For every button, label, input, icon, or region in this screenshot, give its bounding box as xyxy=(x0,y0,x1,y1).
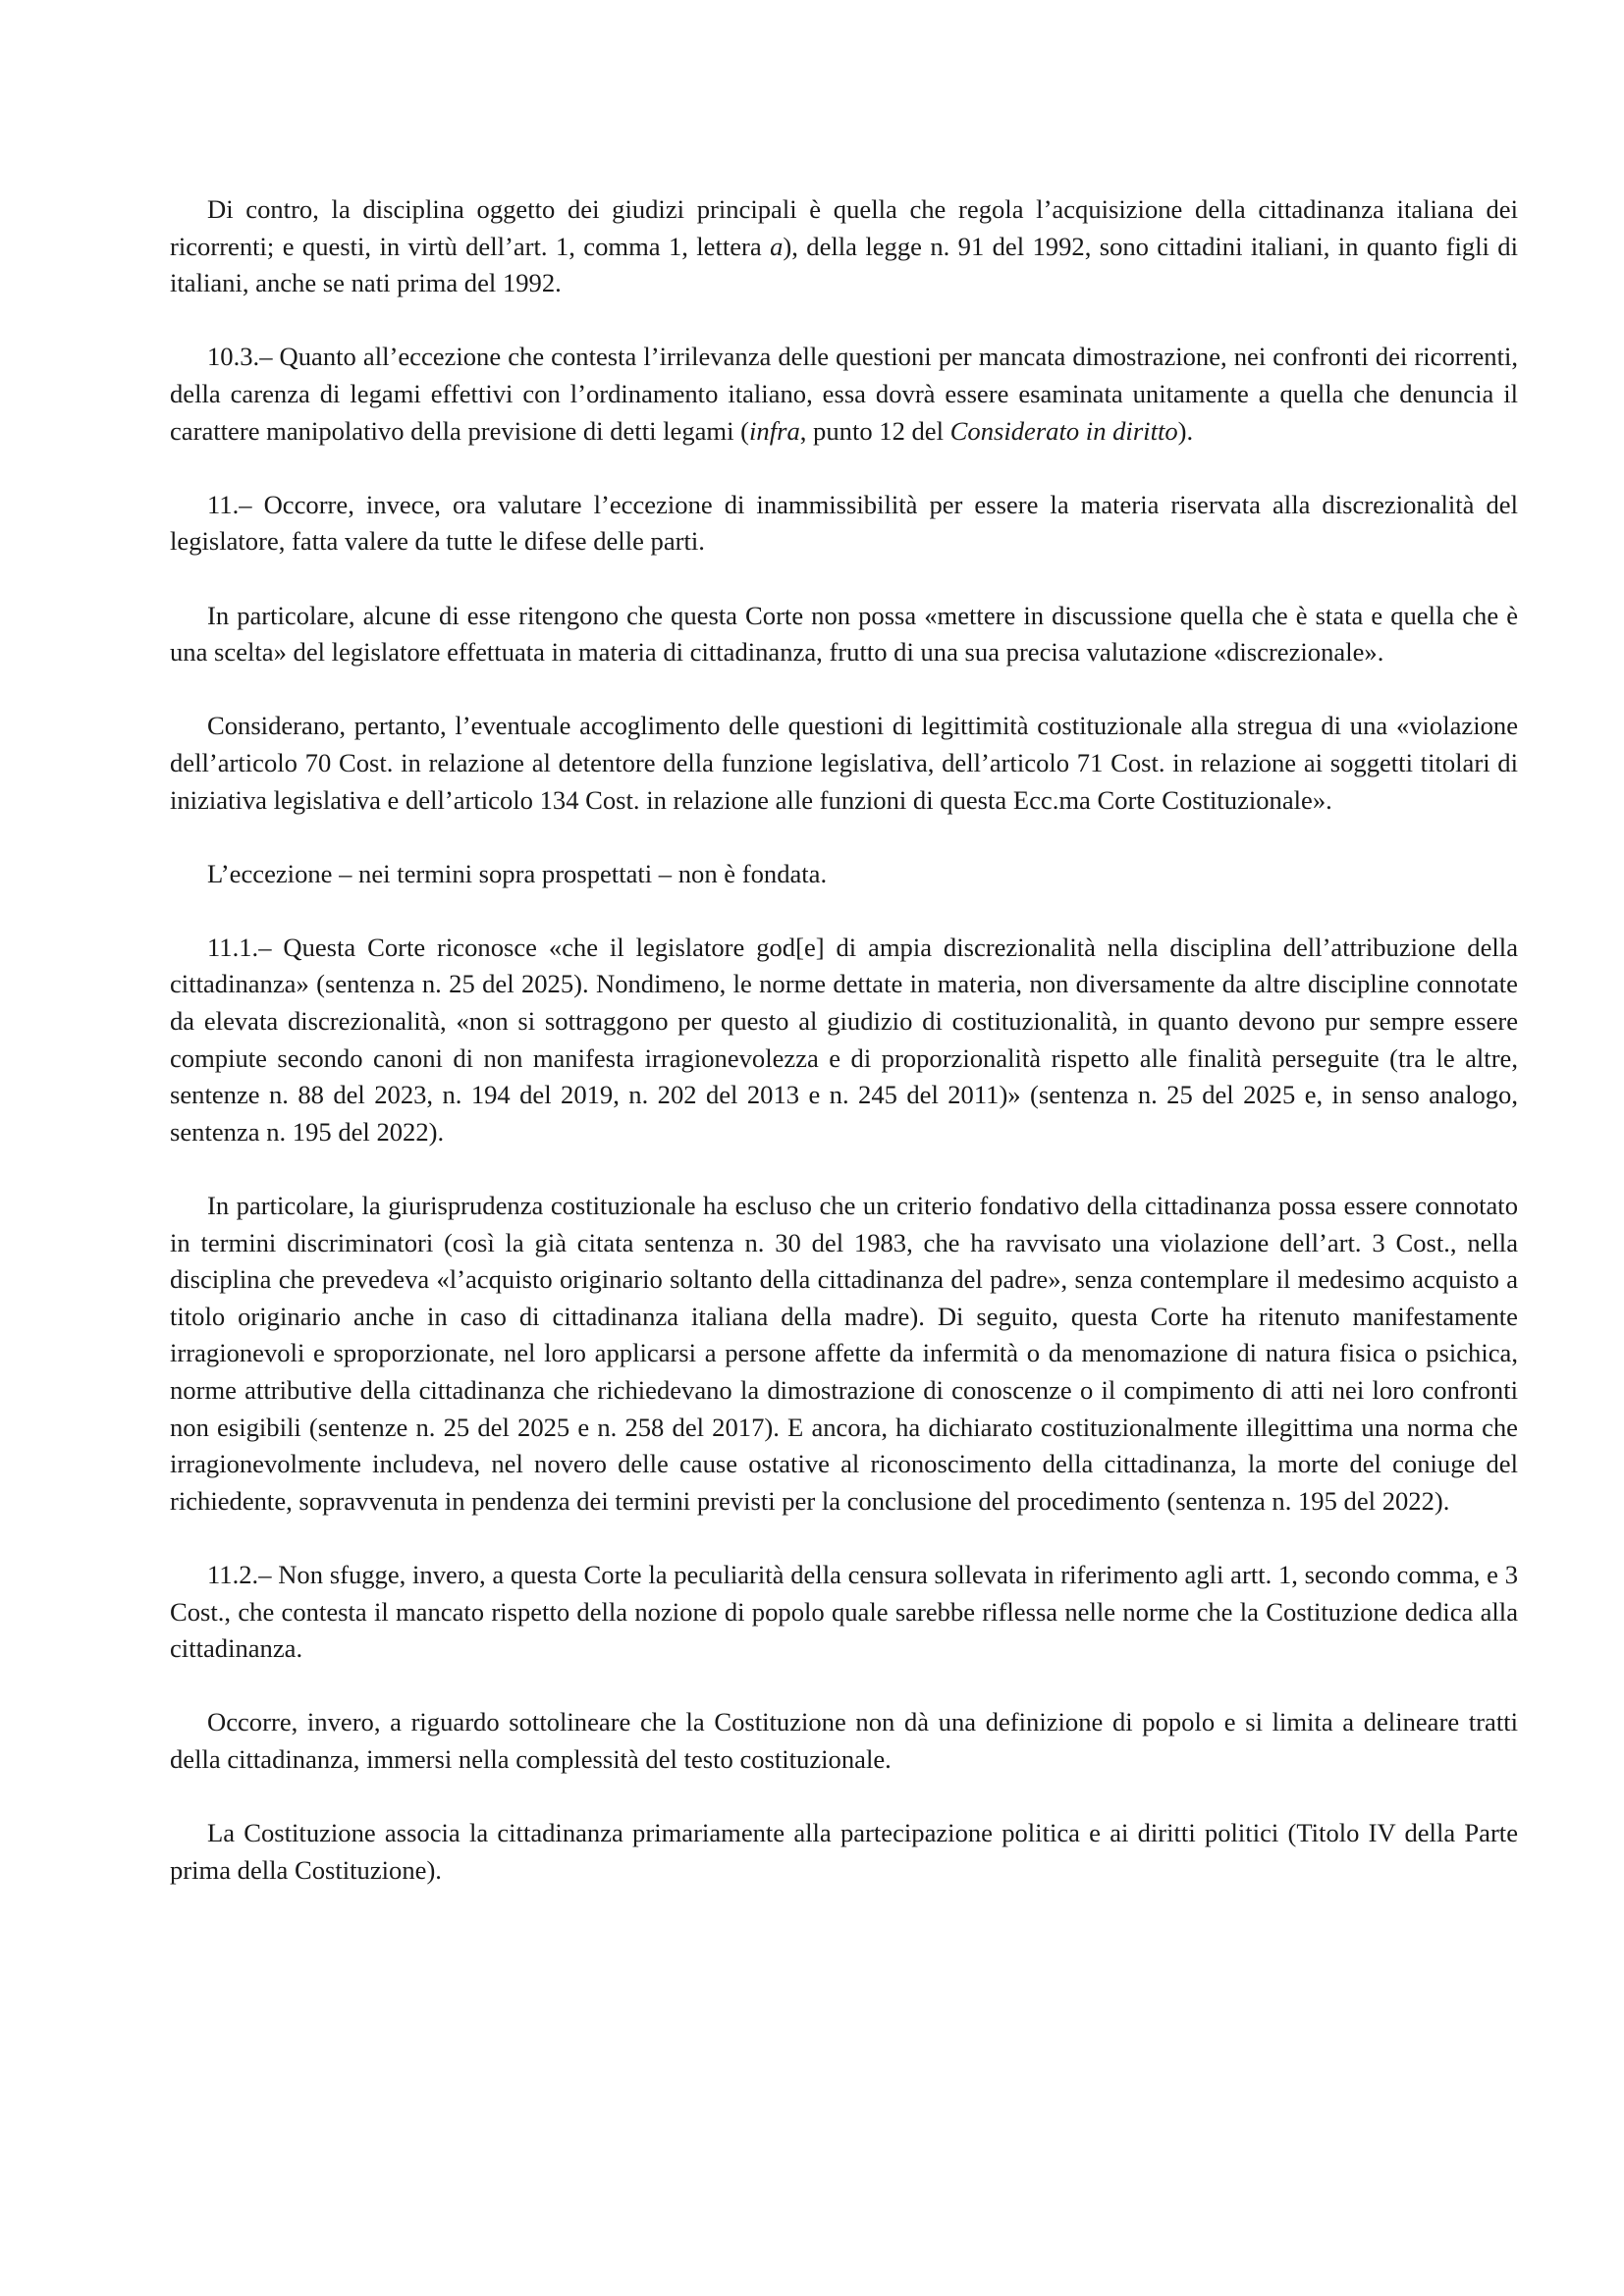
paragraph xyxy=(170,339,1518,450)
paragraph xyxy=(170,487,1518,561)
text-run: 11.1.– Questa Corte riconosce «che il legislatore god[e] di ampia discrezionalità nella disciplina dell’attribuzione della cittadinanza» (sentenza n. 25 del 2025). Nondimeno, le norme dettate in materia, non diversamente da altre discipline connotate da elevata discrezionalità, «non si sottraggono per questo al giudizio di costituzionalità, in quanto devono pur sempre essere compiute secondo canoni di non manifesta irragionevolezza e di proporzionalità rispetto alle finalità perseguite (tra le altre, sentenze n. 88 del 2023, n. 194 del 2019, n. 202 del 2013 e n. 245 del 2011)» (sentenza n. 25 del 2025 e, in senso analogo, sentenza n. 195 del 2022). xyxy=(170,932,1518,1147)
text-run: ). xyxy=(1177,415,1194,446)
paragraph xyxy=(170,1704,1518,1778)
paragraph xyxy=(170,1557,1518,1668)
paragraph xyxy=(170,708,1518,819)
text-run: In particolare, la giurisprudenza costituzionale ha escluso che un criterio fondativo della cittadinanza possa essere connotato in termini discriminatori (così la già citata sentenza n. 30 del 1983, che ha ravvisato una violazione dell’art. 3 Cost., nella disciplina che prevedeva «l’acquisto originario soltanto della cittadinanza del padre», senza contemplare il medesimo acquisto a titolo originario anche in caso di cittadinanza italiana della madre). Di seguito, questa Corte ha ritenuto manifestamente irragionevoli e sproporzionate, nel loro applicarsi a persone affette da infermità o da menomazione di natura fisica o psichica, norme attributive della cittadinanza che richiedevano la dimostrazione di conoscenze o il compimento di atti nei loro confronti non esigibili (sentenze n. 25 del 2025 e n. 258 del 2017). E ancora, ha dichiarato costituzionalmente illegittima una norma che irragionevolmente includeva, nel novero delle cause ostative al riconoscimento della cittadinanza, la morte del coniuge del richiedente, sopravvenuta in pendenza dei termini previsti per la conclusione del procedimento (sentenza n. 195 del 2022). xyxy=(170,1191,1518,1516)
text-run: La Costituzione associa la cittadinanza primariamente alla partecipazione politica e ai diritti politici (Titolo IV della Parte prima della Costituzione). xyxy=(170,1818,1518,1885)
paragraph xyxy=(170,191,1518,302)
text-run: 11.– Occorre, invece, ora valutare l’eccezione di inammissibilità per essere la materia riservata alla discrezionalità del legislatore, fatta valere da tutte le difese delle parti. xyxy=(170,489,1518,557)
text-run: Considerano, pertanto, l’eventuale accoglimento delle questioni di legittimità costituzionale alla stregua di una «violazione dell’articolo 70 Cost. in relazione al detentore della funzione legislativa, dell’articolo 71 Cost. in relazione ai soggetti titolari di iniziativa legislativa e dell’articolo 134 Cost. in relazione alle funzioni di questa Ecc.ma Corte Costituzionale». xyxy=(170,711,1518,815)
text-run: 11.2.– Non sfugge, invero, a questa Corte la peculiarità della censura sollevata in riferimento agli artt. 1, secondo comma, e 3 Cost., che contesta il mancato rispetto della nozione di popolo quale sarebbe riflessa nelle norme che la Costituzione dedica alla cittadinanza. xyxy=(170,1559,1518,1664)
text-run: 10.3.– Quanto all’eccezione che contesta l’irrilevanza delle questioni per mancata dimostrazione, nei confronti dei ricorrenti, della carenza di legami effettivi con l’ordinamento italiano, essa dovrà essere esaminata unitamente a quella che denuncia il carattere manipolativo della previsione di detti legami ( xyxy=(170,342,1518,446)
text-run: ), della legge n. 91 del 1992, sono cittadini italiani, in quanto figli di italiani, anche se nati prima del 1992. xyxy=(170,231,1518,298)
italic-text: Considerato in diritto xyxy=(949,415,1178,446)
paragraph xyxy=(170,856,1518,893)
text-run: Occorre, invero, a riguardo sottolineare che la Costituzione non dà una definizione di popolo e si limita a delineare tratti della cittadinanza, immersi nella complessità del testo costituzionale. xyxy=(170,1707,1518,1774)
text-run: In particolare, alcune di esse ritengono che questa Corte non possa «mettere in discussione quella che è stata e quella che è una scelta» del legislatore effettuata in materia di cittadinanza, frutto di una sua precisa valutazione «discrezionale». xyxy=(170,600,1518,667)
text-run: Di contro, la disciplina oggetto dei giudizi principali è quella che regola l’acquisizione della cittadinanza italiana dei ricorrenti; e questi, in virtù dell’art. 1, comma 1, lettera xyxy=(170,194,1518,261)
italic-text: a xyxy=(770,231,784,261)
paragraph xyxy=(170,1188,1518,1520)
paragraph xyxy=(170,930,1518,1151)
text-run: , punto 12 del xyxy=(799,415,950,446)
document-body xyxy=(170,191,1518,1889)
italic-text: infra xyxy=(749,415,800,446)
text-run: L’eccezione – nei termini sopra prospettati – non è fondata. xyxy=(207,858,828,888)
paragraph xyxy=(170,598,1518,671)
document-page xyxy=(170,191,1518,1889)
paragraph xyxy=(170,1815,1518,1889)
